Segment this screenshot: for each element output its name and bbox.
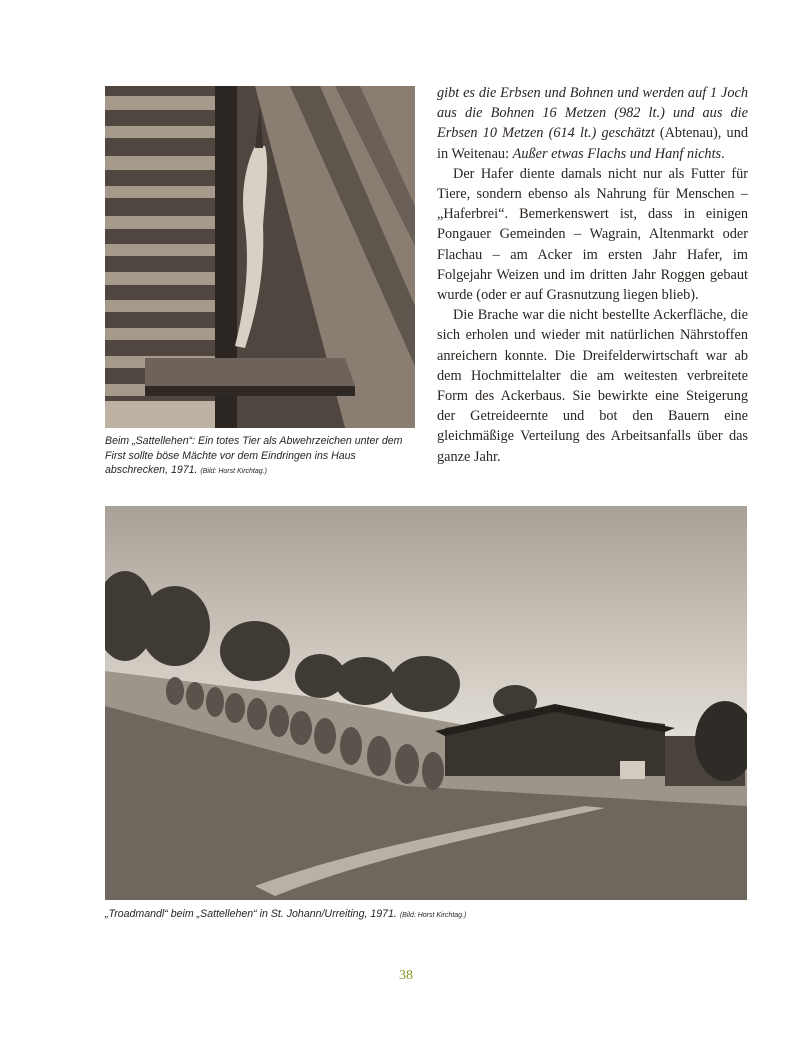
paragraph-3: Die Brache war die nicht bestellte Ackerfläche, die sich erholen und wieder mit natürlichen Nährstoffen anreichern konnte. Die Dreifelderwirtschaft war ab dem Hochmittelalter die am weitesten verbreitete Form des Ackerbaus. Sie bewirkte eine Steigerung der Getreideernte und bot den Bauern eine gleichmäßige Verteilung des Arbeitsanfalls über das ganze Jahr.: [437, 307, 748, 465]
caption-text: „Troadmandl“ beim „Sattellehen“ in St. Johann/Urreiting, 1971.: [105, 908, 397, 920]
photo-barn-rafters: [105, 86, 415, 428]
paragraph-1: [437, 83, 748, 164]
figure-2-caption: [105, 907, 765, 924]
quote-italic-b: Außer etwas Flachs und Hanf nichts: [512, 145, 722, 162]
text-plain-b: .: [721, 145, 725, 162]
text-plain-a: (Abtenau), und in Weitenau:: [437, 125, 749, 162]
caption-text: Beim „Sattellehen“: Ein totes Tier als Abwehrzeichen unter dem First sollte böse Mächte vor dem Eindringen ins Haus abschrecken, 1971.: [105, 435, 403, 476]
photo-credit: (Bild: Horst Kirchtag.): [399, 912, 467, 919]
paragraph-2: Der Hafer diente damals nicht nur als Futter für Tiere, sondern ebenso als Nahrung für Menschen – „Haferbrei“. Bemerkenswert ist, dass in einigen Pongauer Gemeinden – Wagrain, Altenmarkt oder Flachau – am Acker im ersten Jahr Hafer, im Folgejahr Weizen und im dritten Jahr Roggen gebaut wurde (oder er auf Grasnutzung liegen blieb).: [437, 165, 748, 304]
figure-1-caption: [105, 434, 421, 480]
page-number: 38: [399, 968, 413, 983]
quote-italic-a: gibt es die Erbsen und Bohnen und werden auf 1 Joch aus die Bohnen 16 Metzen (982 lt.) und aus die Erbsen 10 Metzen (614 lt.) geschätzt: [437, 85, 748, 142]
photo-credit: (Bild: Horst Kirchtag.): [200, 468, 267, 475]
body-text: [437, 83, 748, 467]
photo-field-troadmandl: [105, 506, 747, 900]
